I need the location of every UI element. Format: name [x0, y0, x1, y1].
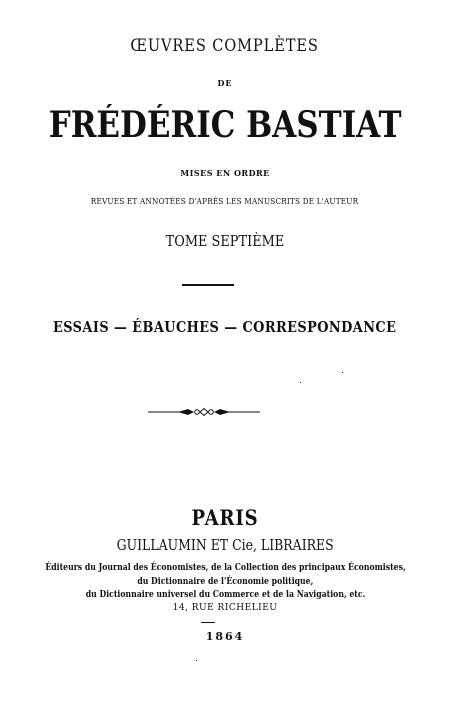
preposition: DE [217, 78, 233, 88]
imprint-publisher: GUILLAUMIN ET Cie, LIBRAIRES [116, 538, 334, 554]
publisher-description-2: du Dictionnaire de l'Économie politique, [137, 577, 313, 587]
volume-number: TOME SEPTIÈME [165, 232, 285, 250]
collection-title: ŒUVRES COMPLÈTES [130, 36, 320, 56]
speck [342, 372, 343, 373]
revised-note: REVUES ET ANNOTÉES D'APRÈS LES MANUSCRITS DE L'AUTEUR [91, 197, 359, 207]
speck [196, 660, 197, 661]
arranged-note: MISES EN ORDRE [180, 168, 270, 178]
imprint-city: PARIS [191, 505, 259, 530]
title-rule [182, 284, 234, 286]
publication-year: 1864 [205, 630, 245, 643]
publisher-description-1: Éditeurs du Journal des Économistes, de la Collection des principaux Économistes, [44, 563, 406, 573]
publisher-description-3: du Dictionnaire universel du Commerce et de la Navigation, etc. [85, 590, 365, 600]
speck [300, 382, 301, 383]
ornament-divider-icon [148, 405, 260, 419]
address-rule [201, 622, 215, 623]
publisher-address: 14, RUE RICHELIEU [172, 603, 278, 613]
author-name: FRÉDÉRIC BASTIAT [48, 104, 402, 146]
volume-subtitle: ESSAIS — ÉBAUCHES — CORRESPONDANCE [53, 318, 397, 336]
